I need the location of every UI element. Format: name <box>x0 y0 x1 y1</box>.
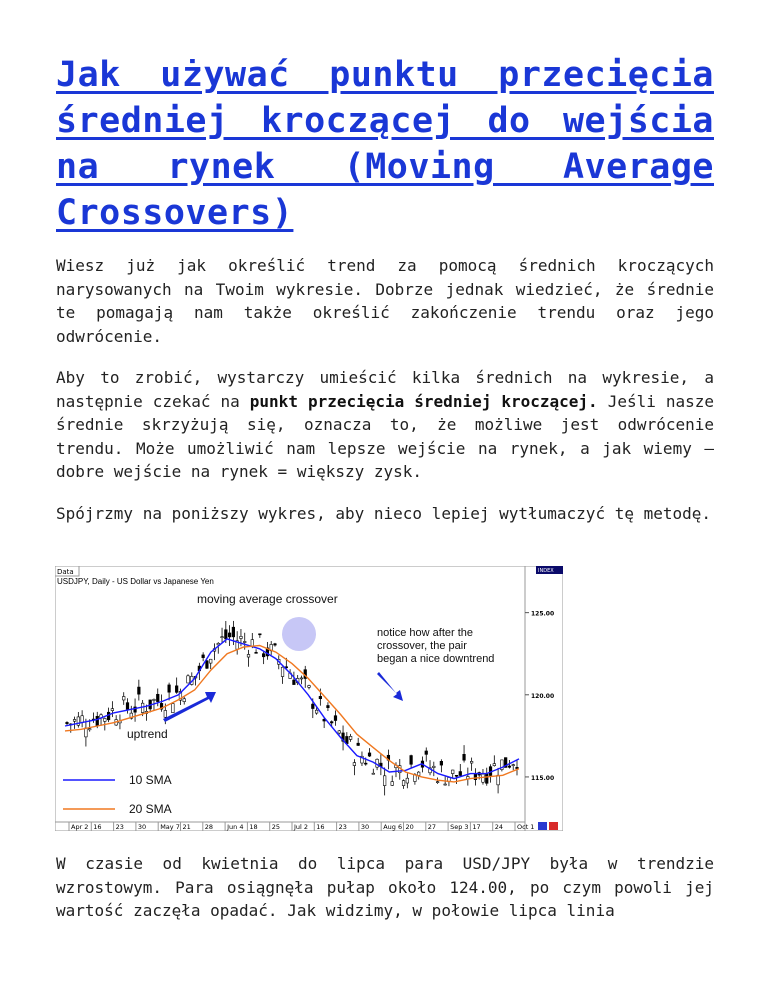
candle-body-84 <box>383 776 386 786</box>
candle-body-6 <box>88 729 91 730</box>
x-tick-label-0: Apr 2 <box>71 823 89 831</box>
candle-body-12 <box>111 709 114 711</box>
candle-body-44 <box>232 627 235 637</box>
x-tick-label-15: 20 <box>405 823 414 831</box>
downtrend-line-3: began a nice downtrend <box>377 653 495 665</box>
candle-body-47 <box>243 641 246 642</box>
legend-10sma-label: 10 SMA <box>129 773 172 787</box>
x-tick-label-9: 25 <box>271 823 280 831</box>
candle-body-10 <box>104 718 107 721</box>
candle-body-90 <box>406 778 409 783</box>
candle-body-89 <box>402 781 405 786</box>
paragraph-2 <box>56 366 714 484</box>
candle-body-65 <box>311 704 314 708</box>
paragraph-4: W czasie od kwietnia do lipca para USD/JPY była w trendzie wzrostowym. Para osiągnęła pułap około 124.00, po czym powoli jej wartość zaczęła opadać. Jak widzimy, w połowie lipca linia <box>56 854 714 920</box>
x-tick-label-13: 30 <box>360 823 370 831</box>
candle-body-2 <box>73 719 76 721</box>
x-tick-label-20: Oct 1 <box>517 823 535 831</box>
candle-body-32 <box>187 676 190 683</box>
candle-body-95 <box>425 751 428 754</box>
candle-body-72 <box>338 731 341 733</box>
x-tick-label-7: Jun 4 <box>227 823 244 831</box>
y-tick-label-2: 115.00 <box>531 774 555 782</box>
candle-body-64 <box>308 686 311 688</box>
candle-body-27 <box>168 685 171 692</box>
candle-body-37 <box>206 661 209 669</box>
candle-body-50 <box>255 652 258 653</box>
candle-body-99 <box>440 761 443 765</box>
candle-body-80 <box>368 753 371 756</box>
candle-body-91 <box>410 756 413 765</box>
candle-body-29 <box>175 686 178 693</box>
x-tick-label-5: 21 <box>182 823 191 831</box>
candle-body-110 <box>482 774 485 782</box>
candle-body-4 <box>81 716 84 723</box>
candle-body-60 <box>293 680 296 685</box>
paragraph-1: Wiesz już jak określić trend za pomocą średnich kroczących narysowanych na Twoim wykresie. Dobrze jednak wiedzieć, że średnie te pomagają nam także określić zakończenie trendu oraz jego odwrócenie. <box>56 256 714 346</box>
candle-body-69 <box>327 706 330 708</box>
candle-body-57 <box>281 667 284 676</box>
candle-body-55 <box>274 644 277 645</box>
x-tick-label-17: Sep 3 <box>450 823 469 831</box>
candle-body-113 <box>493 764 496 766</box>
x-tick-label-16: 27 <box>427 823 437 831</box>
candle-body-23 <box>153 699 156 700</box>
candle-body-102 <box>451 770 454 774</box>
x-tick-label-3: 30 <box>137 823 147 831</box>
candle-body-48 <box>247 654 250 657</box>
article <box>56 52 714 525</box>
candle-body-70 <box>330 722 333 723</box>
legend-20sma-label: 20 SMA <box>129 802 172 816</box>
candle-body-98 <box>436 782 439 783</box>
candle-body-77 <box>357 743 360 745</box>
final-paragraph-wrap <box>56 852 714 923</box>
candle-body-42 <box>225 630 228 639</box>
candle-body-28 <box>172 704 175 713</box>
x-tick-label-2: 23 <box>115 823 124 831</box>
candle-body-41 <box>221 637 224 638</box>
data-tab-label: Data <box>57 568 74 576</box>
candle-body-66 <box>315 710 318 713</box>
chart-svg <box>55 566 563 831</box>
x-tick-label-1: 16 <box>93 823 102 831</box>
candle-body-100 <box>444 784 447 785</box>
candle-body-79 <box>364 763 367 764</box>
candle-body-52 <box>262 654 265 657</box>
paragraph-3: Spójrzmy na poniższy wykres, aby nieco lepiej wytłumaczyć tę metodę. <box>56 503 712 523</box>
crossover-highlight <box>282 617 316 651</box>
candle-body-75 <box>349 736 352 739</box>
candle-body-31 <box>183 699 186 702</box>
candle-body-71 <box>334 716 337 721</box>
candle-body-81 <box>372 773 375 774</box>
candle-body-62 <box>300 678 303 679</box>
candle-body-38 <box>209 659 212 663</box>
x-tick-label-8: 18 <box>249 823 258 831</box>
candle-body-107 <box>470 761 473 763</box>
p2-text-after: Jeśli nasze średnie skrzyżują się, oznacza to, że możliwe jest odwrócenie trendu. Może umożliwić nam lepsze wejście na rynek, a jak wiemy – dobre wejście na rynek = większy zysk. <box>56 391 715 481</box>
candle-body-76 <box>353 763 356 766</box>
p2-text-before: Aby to zrobić, wystarczy umieścić kilka średnich na wykresie, a następnie czekać na <box>56 368 714 411</box>
candle-body-24 <box>156 694 159 701</box>
article-title-link[interactable]: Jak używać punktu przecięcia średniej kroczącej do wejścia na rynek (Moving Average Crossovers) <box>56 55 714 233</box>
candle-body-86 <box>391 782 394 786</box>
candle-body-105 <box>463 754 466 760</box>
candle-body-0 <box>66 722 69 723</box>
x-tick-label-14: Aug 6 <box>383 823 403 831</box>
x-tick-label-4: May 7 <box>160 823 180 831</box>
chart-title: USDJPY, Daily - US Dollar vs Japanese Yen <box>57 577 214 586</box>
candle-body-5 <box>85 728 88 737</box>
candle-body-43 <box>228 633 231 637</box>
x-tick-label-19: 24 <box>494 823 503 831</box>
candle-body-8 <box>96 716 99 726</box>
candle-body-118 <box>512 765 515 766</box>
crossover-chart <box>55 566 563 831</box>
candle-body-19 <box>138 687 141 694</box>
candle-body-46 <box>240 636 243 638</box>
zoom-in-icon[interactable] <box>538 822 547 830</box>
candle-body-26 <box>164 710 167 717</box>
x-tick-label-10: Jul 2 <box>294 823 309 831</box>
x-tick-label-11: 16 <box>316 823 325 831</box>
index-label: INDEX <box>538 568 554 574</box>
zoom-out-icon[interactable] <box>549 822 558 830</box>
x-tick-label-12: 23 <box>338 823 347 831</box>
downtrend-line-1: notice how after the <box>377 627 474 639</box>
crossover-annotation: moving average crossover <box>197 592 338 606</box>
candle-body-16 <box>126 703 129 710</box>
candle-body-67 <box>319 696 322 698</box>
candle-body-103 <box>455 775 458 776</box>
candle-body-104 <box>459 772 462 776</box>
candle-body-117 <box>508 766 511 767</box>
candle-body-97 <box>433 766 436 767</box>
candle-body-36 <box>202 655 205 658</box>
y-tick-label-1: 120.00 <box>531 692 555 700</box>
candle-body-51 <box>259 634 262 635</box>
candle-body-114 <box>497 775 500 785</box>
candle-body-111 <box>485 774 488 783</box>
x-tick-label-6: 28 <box>204 823 214 831</box>
p2-bold-term: punkt przecięcia średniej kroczącej. <box>249 391 598 411</box>
article-title[interactable] <box>56 52 714 236</box>
x-tick-label-18: 17 <box>472 823 481 831</box>
y-tick-label-0: 125.00 <box>531 610 555 618</box>
candle-body-15 <box>122 697 125 700</box>
downtrend-line-2: crossover, the pair <box>377 640 467 652</box>
uptrend-annotation: uptrend <box>127 727 168 741</box>
